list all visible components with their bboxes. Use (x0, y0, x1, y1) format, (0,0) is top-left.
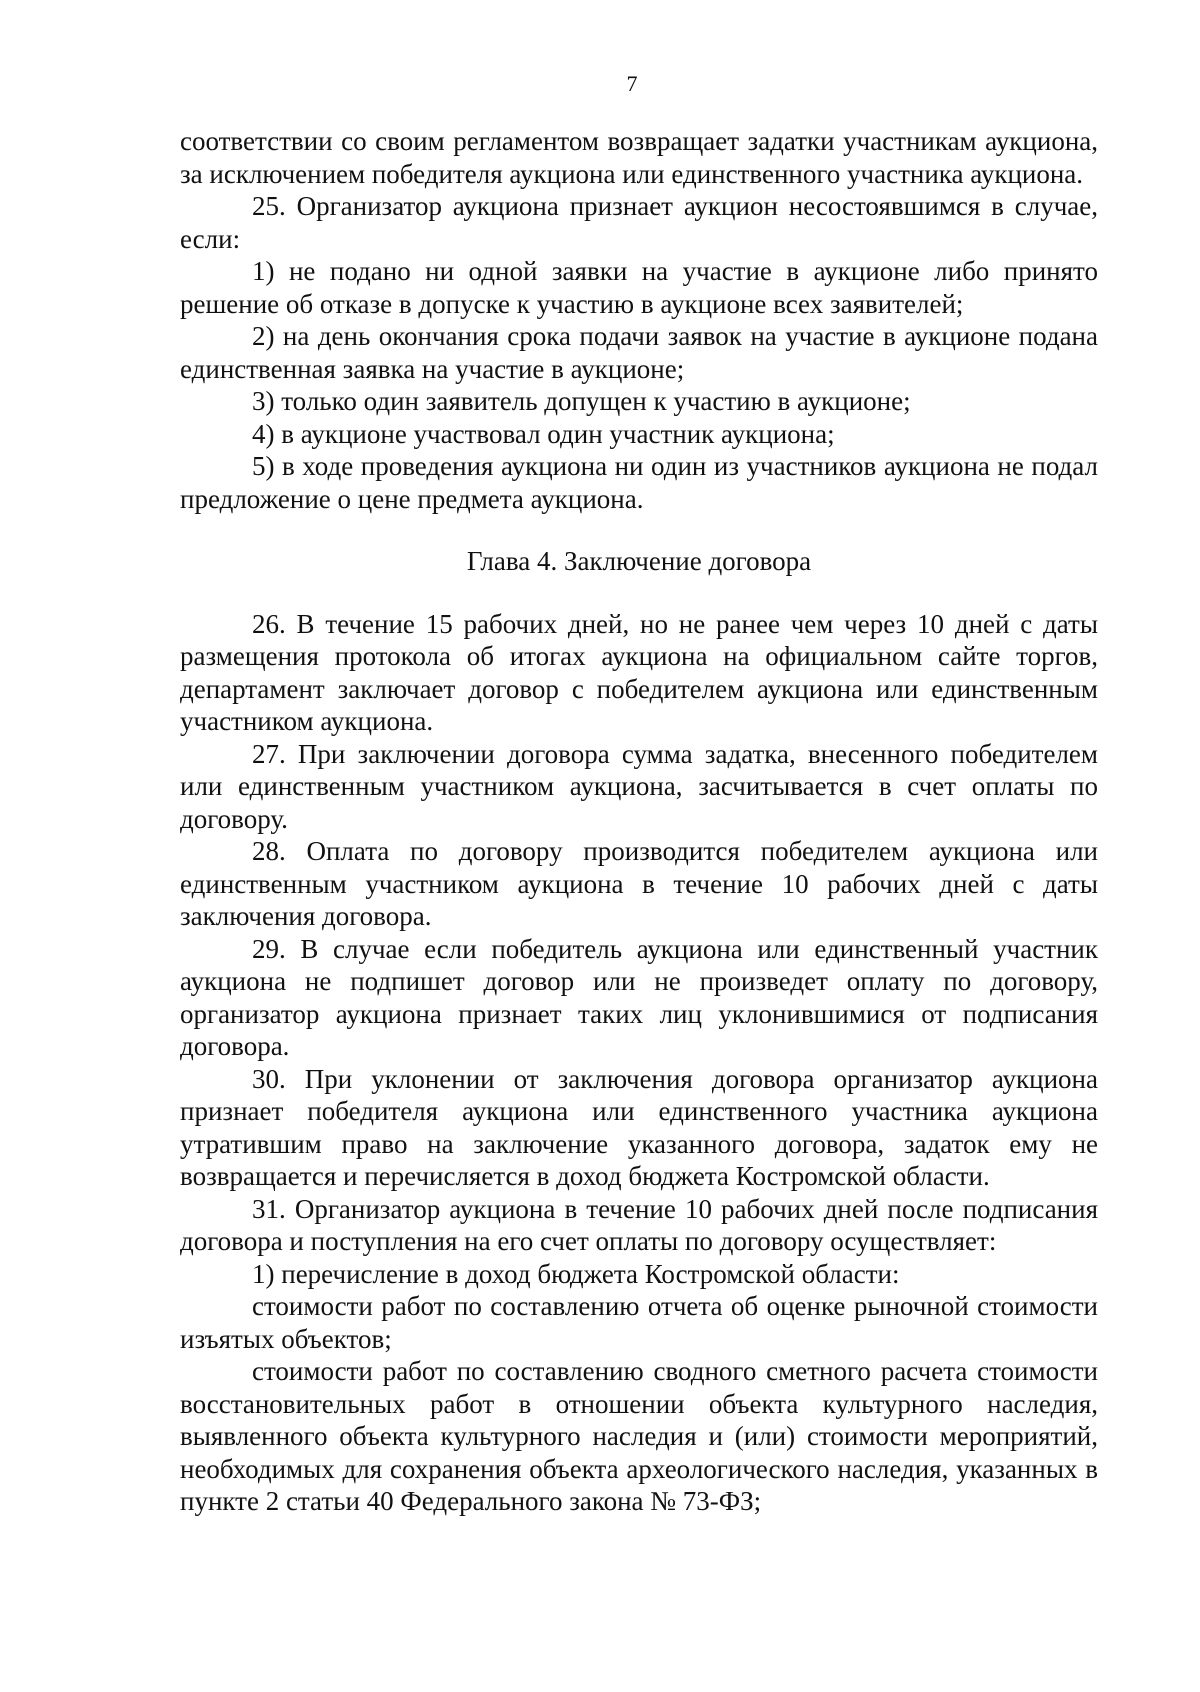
paragraph-25: 25. Организатор аукциона признает аукцион несостоявшимся в случае, если: (180, 191, 1098, 254)
page-number: 7 (626, 71, 638, 96)
paragraph-continuation: соответствии со своим регламентом возвращает задатки участникам аукциона, за исключением победителя аукциона или единственного участника аукциона. (180, 126, 1098, 189)
paragraph-31-item-1a: стоимости работ по составлению отчета об оценке рыночной стоимости изъятых объектов; (180, 1291, 1098, 1354)
paragraph-29: 29. В случае если победитель аукциона или единственный участник аукциона не подпишет договор или не произведет оплату по договору, организатор аукциона признает таких лиц уклонившимися от подписания договора. (180, 933, 1098, 1061)
paragraph-25-item-5: 5) в ходе проведения аукциона ни один из участников аукциона не подал предложение о цене предмета аукциона. (180, 451, 1098, 514)
paragraph-31: 31. Организатор аукциона в течение 10 рабочих дней после подписания договора и поступления на его счет оплаты по договору осуществляет: (180, 1193, 1098, 1256)
paragraph-25-item-2: 2) на день окончания срока подачи заявок на участие в аукционе подана единственная заявка на участие в аукционе; (180, 321, 1098, 384)
paragraph-25-item-3: 3) только один заявитель допущен к участию в аукционе; (252, 386, 911, 416)
paragraph-25-item-4: 4) в аукционе участвовал один участник аукциона; (252, 418, 835, 449)
paragraph-28: 28. Оплата по договору производится победителем аукциона или единственным участником аукциона в течение 10 рабочих дней с даты заключения договора. (180, 836, 1098, 931)
paragraph-26: 26. В течение 15 рабочих дней, но не ранее чем через 10 дней с даты размещения протокола об итогах аукциона на официальном сайте торгов, департамент заключает договор с победителем аукциона или единственным участником аукциона. (180, 608, 1098, 736)
paragraph-25-item-1: 1) не подано ни одной заявки на участие в аукционе либо принято решение об отказе в допуске к участию в аукционе всех заявителей; (180, 256, 1098, 319)
chapter-4-title: Глава 4. Заключение договора (466, 546, 812, 576)
paragraph-30: 30. При уклонении от заключения договора организатор аукциона признает победителя аукциона или единственного участника аукциона утратившим право на заключение указанного договора, задаток ему не возвращается и перечисляется в доход бюджета Костромской области. (180, 1063, 1098, 1191)
paragraph-27: 27. При заключении договора сумма задатка, внесенного победителем или единственным участником аукциона, засчитывается в счет оплаты по договору. (180, 738, 1098, 834)
paragraph-31-item-1b: стоимости работ по составлению сводного сметного расчета стоимости восстановительных работ в отношении объекта культурного наследия, выявленного объекта культурного наследия и (или) стоимости мероприятий, необходимых для сохранения объекта археологического наследия, указанных в пункте 2 статьи 40 Федерального закона № 73-ФЗ; (180, 1356, 1098, 1516)
paragraph-31-item-1: 1) перечисление в доход бюджета Костромской области: (252, 1258, 900, 1289)
document-body (180, 125, 1098, 1518)
